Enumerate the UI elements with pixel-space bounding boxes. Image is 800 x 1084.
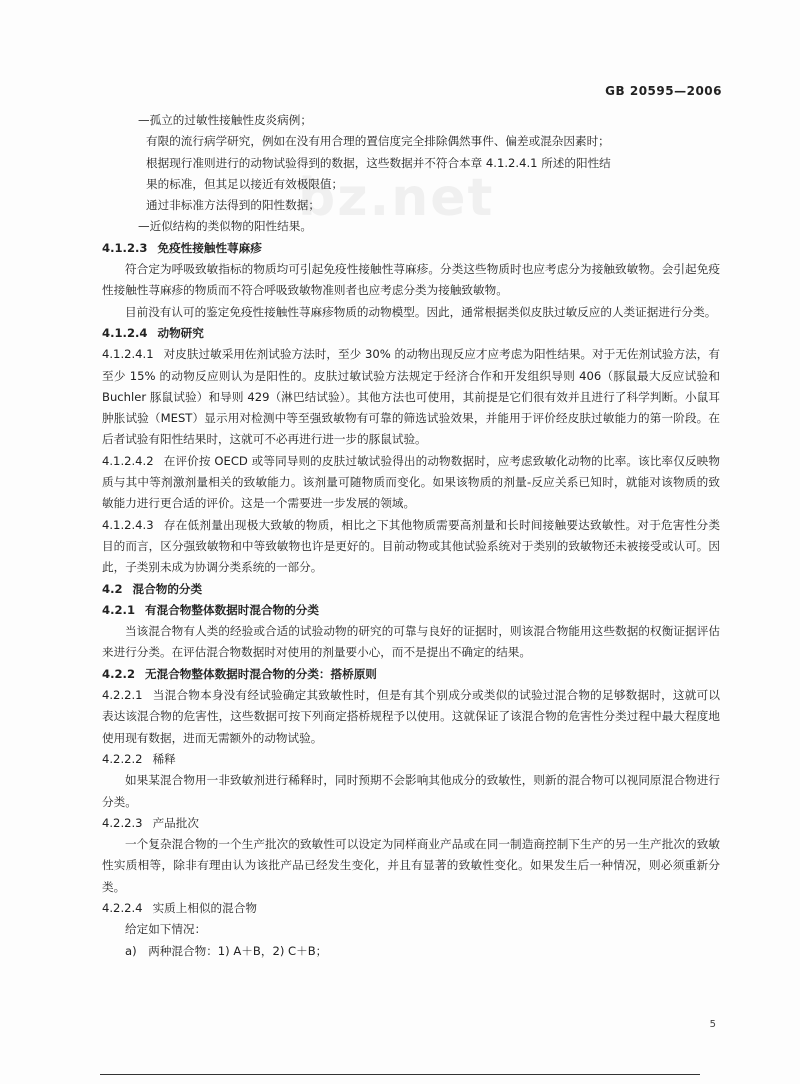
section-number: 4.2.2.4: [102, 900, 143, 915]
paragraph: 符合定为呼吸致敏指标的物质均可引起免疫性接触性荨麻疹。分类这些物质时也应考虑分为接触致敏物。会引起免疫性接触性荨麻疹的物质而不符合呼吸致敏物准则者也应考虑分类为接触致敏物。: [102, 262, 720, 298]
list-item: 有限的流行病学研究，例如在没有用合理的置信度完全排除偶然事件、偏差或混杂因素时；: [146, 134, 610, 149]
section-heading-4-1-2-4: [102, 323, 720, 344]
section-number: 4.2.2: [102, 666, 136, 681]
paragraph-number: 4.1.2.4.1: [102, 347, 154, 362]
section-title: 产品批次: [152, 815, 199, 830]
section-heading-4-1-2-3: [102, 238, 720, 259]
section-number: 4.2.2.3: [102, 815, 143, 830]
paragraph-number: 4.1.2.4.3: [102, 517, 154, 532]
paragraph-text: 存在低剂量出现极大致敏的物质，相比之下其他物质需要高剂量和长时间接触要达致敏性。对于危害性分类目的而言，区分强致敏物和中等致敏物也许是更好的。目前动物或其他试验系统对于类别的致敏物还未被接受或认可。因此，子类别未成为协调分类系统的一部分。: [102, 517, 720, 575]
paragraph: 如果某混合物用一非致敏剂进行稀释时，同时预期不会影响其他成分的致敏性，则新的混合物可以视同原混合物进行分类。: [102, 773, 720, 809]
paragraph: 当该混合物有人类的经验或合适的试验动物的研究的可靠与良好的证据时，则该混合物能用这些数据的权衡证据评估来进行分类。在评估混合物数据时对使用的剂量要小心，而不是提出不确定的结果。: [102, 624, 720, 660]
list-item: 根据现行准则进行的动物试验得到的数据，这些数据并不符合本章 4.1.2.4.1 所述的阳性结: [146, 155, 611, 170]
standard-code: GB 20595—2006: [605, 84, 722, 98]
list-item: a) 两种混合物：1) A＋B，2) C＋B；: [125, 943, 328, 958]
section-number: 4.2: [102, 581, 123, 596]
section-title: 无混合物整体数据时混合物的分类：搭桥原则: [145, 666, 377, 681]
numbered-paragraph-4-1-2-4-2: [102, 451, 720, 515]
section-heading-4-2-1: [102, 600, 720, 621]
paragraph: 一个复杂混合物的一个生产批次的致敏性可以设定为同样商业产品或在同一制造商控制下生产的另一生产批次的致敏性实质相等，除非有理由认为该批产品已经发生变化，并且有显著的致敏性变化。如果发生后一种情况，则必须重新分类。: [102, 837, 720, 894]
paragraph: 给定如下情况：: [125, 922, 207, 937]
section-heading-4-2-2: [102, 664, 720, 685]
section-title: 动物研究: [157, 325, 204, 340]
paragraph-text: 对皮肤过敏采用佐剂试验方法时，至少 30% 的动物出现反应才应考虑为阳性结果。对于无佐剂试验方法，有至少 15% 的动物反应则认为是阳性的。皮肤过敏试验方法规定于经济合作和开发组织导则 406（豚鼠最大反应试验和 Buchler 豚鼠试验）和导则 429（淋巴结试验）。其他方法也可使用，其前提是它们很有效并且进行了科学判断。小鼠耳肿胀试验（MEST）显示用对检测中等至强致敏物有可靠的筛选试验效果，并能用于评价经皮肤过敏能力的第一阶段。在后者试验有阳性结果时，这就可不必再进行进一步的豚鼠试验。: [102, 347, 720, 447]
subsection-heading-4-2-2-2: [102, 749, 720, 770]
paragraph-text: 当混合物本身没有经试验确定其致敏性时，但是有其个别成分或类似的试验过混合物的足够数据时，这就可以表达该混合物的危害性，这些数据可按下列商定搭桥规程予以使用。这就保证了该混合物的危害性分类过程中最大程度地使用现有数据，进而无需额外的动物试验。: [102, 688, 720, 745]
section-number: 4.1.2.4: [102, 325, 148, 340]
numbered-paragraph-4-2-2-1: [102, 685, 720, 749]
section-number: 4.2.1: [102, 602, 136, 617]
section-title: 有混合物整体数据时混合物的分类: [145, 602, 319, 617]
watermark: bz.net: [298, 168, 495, 228]
section-title: 实质上相似的混合物: [152, 900, 257, 915]
page-number: 5: [709, 1019, 716, 1030]
section-number: 4.1.2.3: [102, 240, 148, 255]
paragraph-number: 4.2.2.1: [102, 688, 143, 703]
subsection-heading-4-2-2-3: [102, 813, 720, 834]
list-item: —近似结构的类似物的阳性结果。: [138, 219, 312, 234]
numbered-paragraph-4-1-2-4-3: [102, 515, 720, 579]
section-number: 4.2.2.2: [102, 751, 143, 766]
section-heading-4-2: [102, 579, 720, 600]
document-body: [102, 110, 720, 962]
subsection-heading-4-2-2-4: [102, 898, 720, 919]
paragraph: 目前没有认可的鉴定免疫性接触性荨麻疹物质的动物模型。因此，通常根据类似皮肤过敏反应的人类证据进行分类。: [125, 304, 717, 319]
section-title: 混合物的分类: [132, 581, 203, 596]
list-item: —孤立的过敏性接触性皮炎病例；: [138, 113, 312, 127]
paragraph-text: 在评价按 OECD 或等同导则的皮肤过敏试验得出的动物数据时，应考虑致敏化动物的比率。该比率仅反映物质与其中等剂激剂量相关的致敏能力。该剂量可随物质而变化。如果该物质的剂量-反应关系已知时，就能对该物质的致敏能力进行更合适的评价。这是一个需要进一步发展的领域。: [102, 453, 720, 511]
list-item-continuation: 果的标准，但其足以接近有效极限值；: [146, 176, 344, 191]
footer-rule: [100, 1074, 700, 1075]
paragraph-number: 4.1.2.4.2: [102, 453, 154, 468]
list-item: 通过非标准方法得到的阳性数据；: [146, 198, 320, 213]
section-title: 免疫性接触性荨麻疹: [157, 240, 262, 255]
section-title: 稀释: [152, 751, 176, 766]
numbered-paragraph-4-1-2-4-1: [102, 344, 720, 450]
